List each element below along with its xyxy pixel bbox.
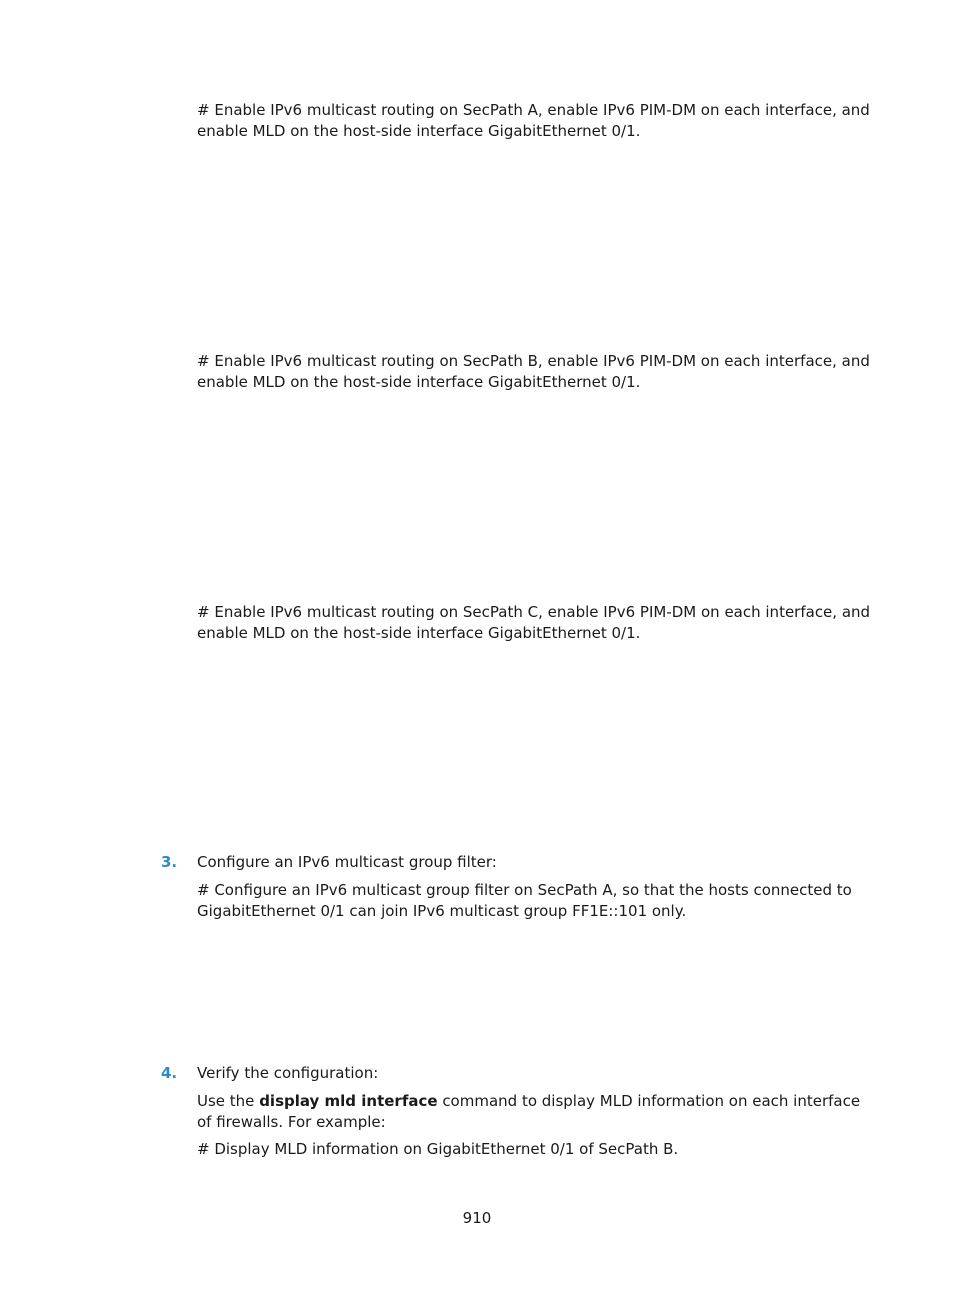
command-display-mld-interface: display mld interface xyxy=(259,1092,438,1110)
step-4-body-prefix: Use the xyxy=(197,1092,260,1110)
step-4-body-suffix: command to display MLD information on each interface of firewalls. For example: xyxy=(197,1092,861,1131)
paragraph-secpath-c: # Enable IPv6 multicast routing on SecPath C, enable IPv6 PIM-DM on each interface, and enable MLD on the host-side interface GigabitEthernet 0/1. xyxy=(197,603,871,642)
step-3-body: # Configure an IPv6 multicast group filter on SecPath A, so that the hosts connected to GigabitEthernet 0/1 can join IPv6 multicast group FF1E::101 only. xyxy=(197,881,852,920)
paragraph-secpath-a: # Enable IPv6 multicast routing on SecPath A, enable IPv6 PIM-DM on each interface, and enable MLD on the host-side interface GigabitEthernet 0/1. xyxy=(197,101,870,140)
page-number: 910 xyxy=(462,1209,492,1227)
paragraph-secpath-b: # Enable IPv6 multicast routing on SecPath B, enable IPv6 PIM-DM on each interface, and enable MLD on the host-side interface GigabitEthernet 0/1. xyxy=(197,352,870,391)
step-4-body xyxy=(197,1091,877,1133)
step-3-number: 3. xyxy=(161,853,178,871)
step-3-title: Configure an IPv6 multicast group filter: xyxy=(197,853,497,871)
step-4-number: 4. xyxy=(161,1064,178,1082)
step-4-note: # Display MLD information on GigabitEthernet 0/1 of SecPath B. xyxy=(197,1140,679,1158)
step-4-title: Verify the configuration: xyxy=(197,1064,379,1082)
